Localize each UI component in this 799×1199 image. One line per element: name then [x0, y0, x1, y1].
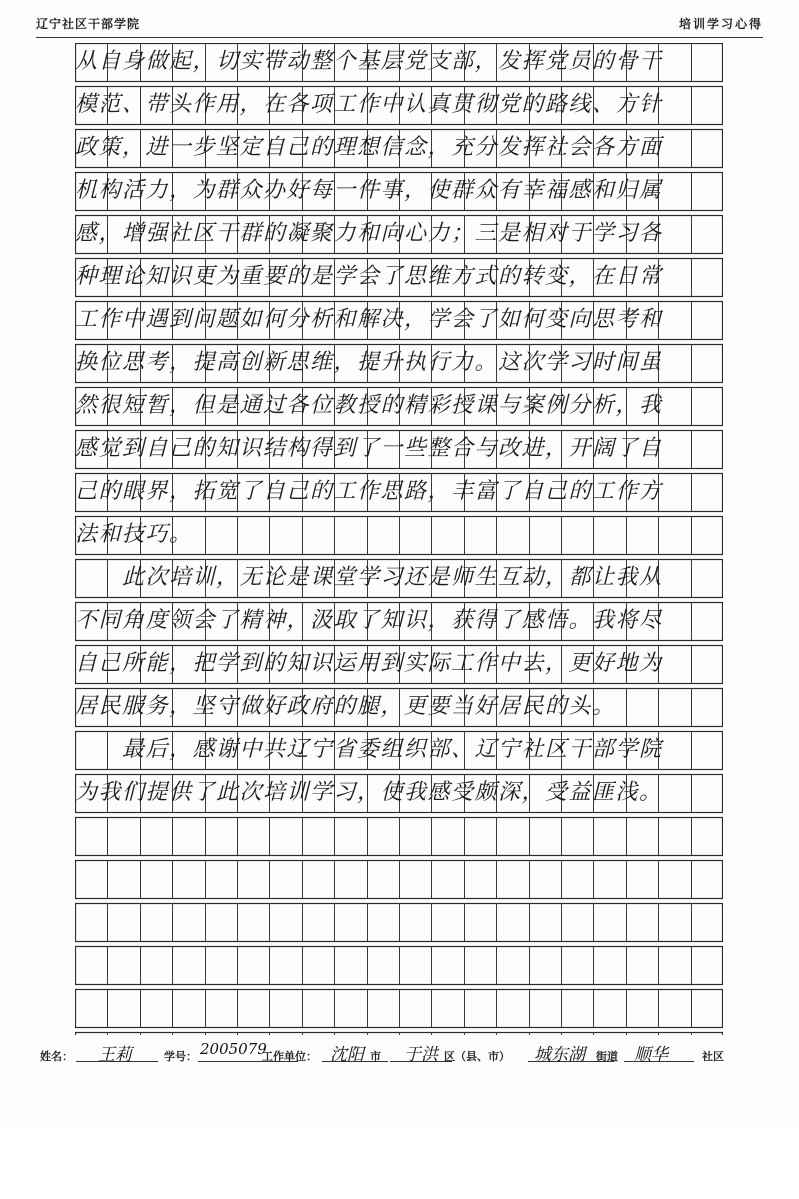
institution-title: 辽宁社区干部学院 [36, 17, 141, 31]
community-value: 顺华 [634, 1045, 668, 1065]
text-line: 为我们提供了此次培训学习，使我感受颇深，受益匪浅。 [75, 780, 663, 805]
student-id-value: 2005079 [200, 1040, 267, 1058]
text-line: 己的眼界，拓宽了自己的工作思路，丰富了自己的工作方 [75, 479, 663, 504]
text-line [75, 817, 723, 855]
text-line: 种理论知识更为重要的是学会了思维方式的转变，在日常 [75, 264, 663, 289]
name-label: 姓名： [40, 1050, 73, 1063]
writing-grid [75, 43, 723, 1035]
text-line [75, 903, 723, 941]
street-value: 城东湖 [534, 1045, 585, 1065]
district-value: 于洪 [404, 1045, 438, 1065]
text-line: 此次培训，无论是课堂学习还是师生互动，都让我从 [75, 565, 663, 590]
name-value: 王莉 [98, 1045, 132, 1065]
work-unit-label: 工作单位： [262, 1050, 317, 1063]
community-suffix: 社区 [702, 1050, 724, 1063]
text-line: 最后，感谢中共辽宁省委组织部、辽宁社区干部学院 [75, 737, 663, 762]
text-line: 居民服务，坚守做好政府的腿，更要当好居民的头。 [75, 694, 616, 719]
header-rule [36, 37, 763, 38]
city-suffix: 市 [370, 1050, 381, 1063]
text-line: 政策，进一步坚定自己的理想信念，充分发挥社会各方面 [75, 135, 663, 160]
text-line: 自己所能，把学到的知识运用到实际工作中去，更好地为 [75, 651, 663, 676]
text-line [75, 1075, 723, 1113]
text-line: 模范、带头作用，在各项工作中认真贯彻党的路线、方针 [75, 92, 663, 117]
street-suffix: 街道 [596, 1050, 618, 1063]
text-line: 不同角度领会了精神，汲取了知识，获得了感悟。我将尽 [75, 608, 663, 633]
city-value: 沈阳 [330, 1045, 364, 1065]
text-line: 工作中遇到问题如何分析和解决，学会了如何变向思考和 [75, 307, 663, 332]
text-line [75, 946, 723, 984]
signature-footer [40, 1040, 759, 1066]
text-line: 然很短暂，但是通过各位教授的精彩授课与案例分析，我 [75, 393, 663, 418]
student-id-label: 学号： [164, 1050, 197, 1063]
text-line: 法和技巧。 [75, 522, 193, 547]
text-line [75, 1161, 723, 1199]
text-line: 感，增强社区干群的凝聚力和向心力；三是相对于学习各 [75, 221, 663, 246]
text-line: 感觉到自己的知识结构得到了一些整合与改进，开阔了自 [75, 436, 663, 461]
text-line: 从自身做起，切实带动整个基层党支部，发挥党员的骨干 [75, 49, 663, 74]
text-line: 换位思考，提高创新思维，提升执行力。这次学习时间虽 [75, 350, 663, 375]
text-line [75, 989, 723, 1027]
document-title: 培训学习心得 [678, 17, 763, 31]
text-line [75, 1118, 723, 1156]
district-suffix: 区（县、市） [444, 1050, 510, 1063]
text-line: 机构活力，为群众办好每一件事，使群众有幸福感和归属 [75, 178, 663, 203]
text-line [75, 860, 723, 898]
